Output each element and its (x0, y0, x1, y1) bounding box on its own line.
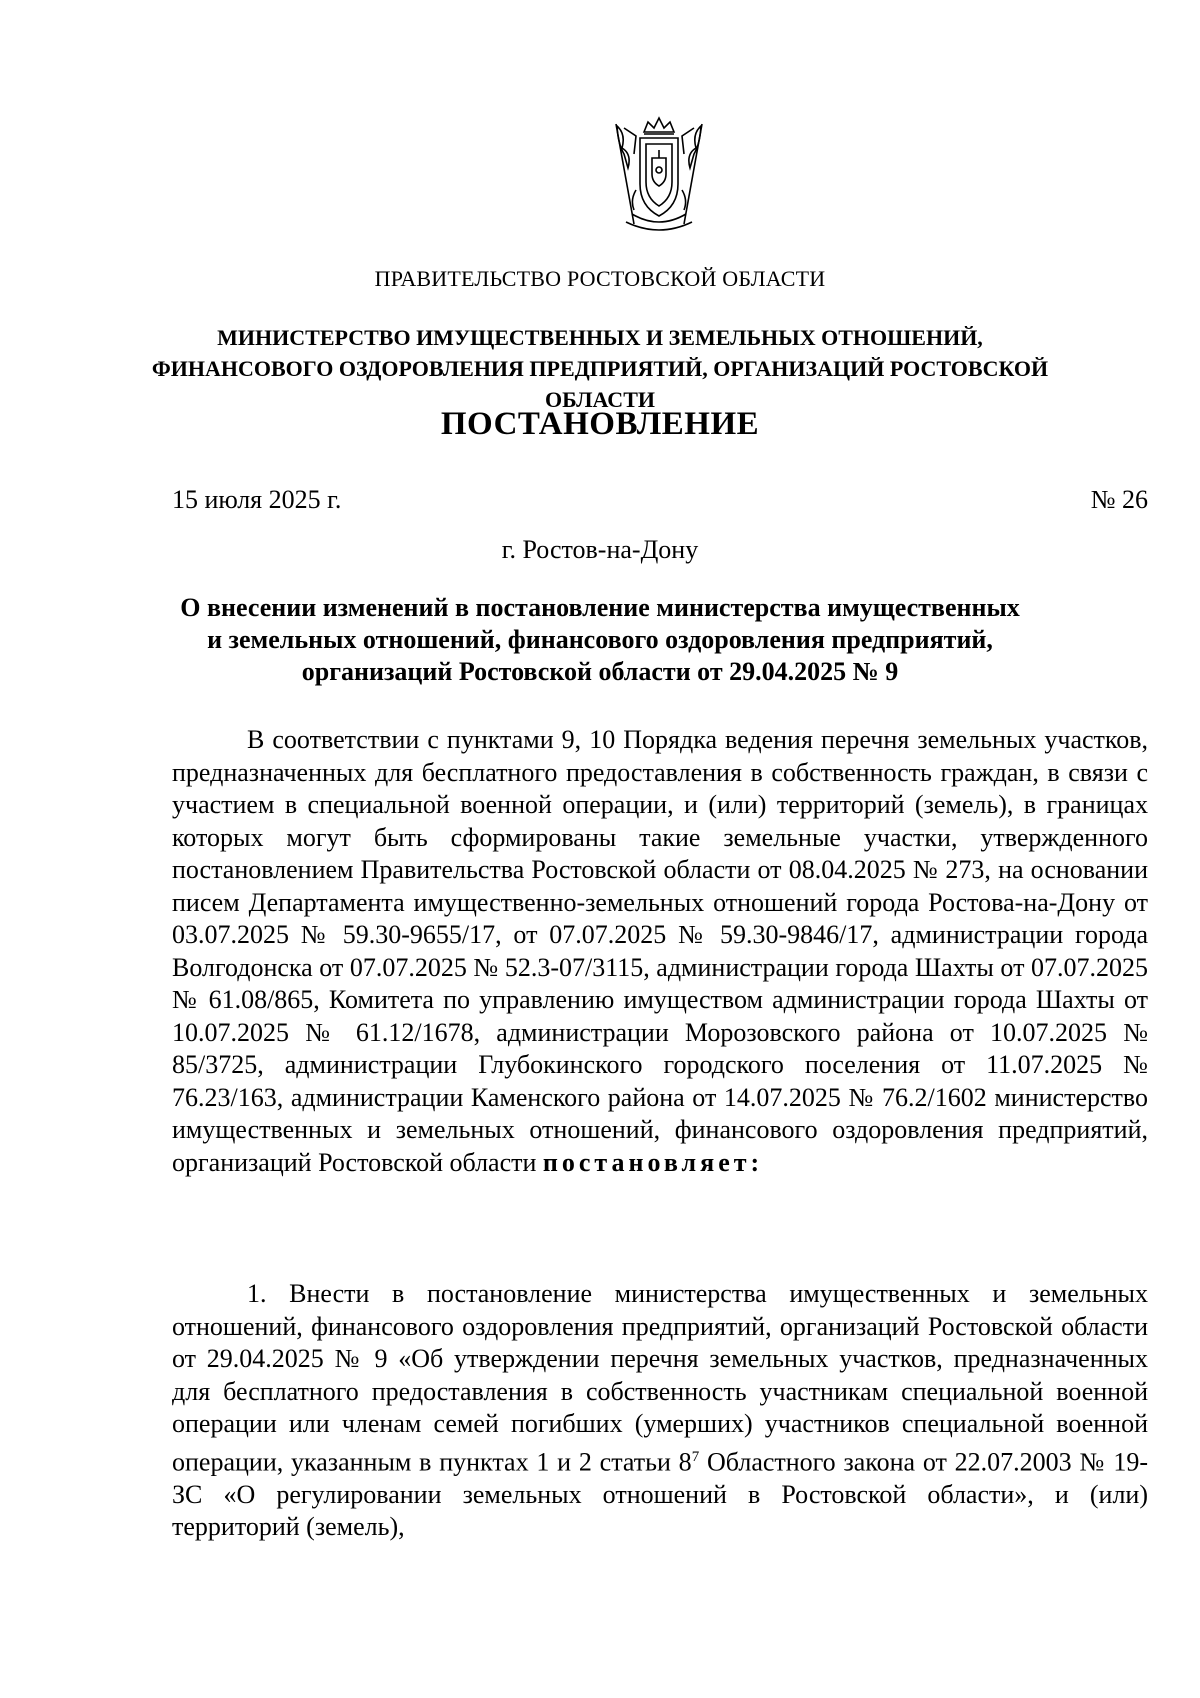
document-title: О внесении изменений в постановление министерства имущественных и земельных отношений, финансового оздоровления предприятий, организаций Ростовской области от 29.04.2025 № 9 (180, 593, 1020, 686)
preamble-text: В соответствии с пунктами 9, 10 Порядка ведения перечня земельных участков, предназначенных для бесплатного предоставления в собственность граждан, в связи с участием в специальной военной операции, и (или) территорий (земель), в границах которых могут быть сформированы такие земельные участки, утвержденного постановлением Правительства Ростовской области от 08.04.2025 № 273, на основании писем Департамента имущественно-земельных отношений города Ростова-на-Дону от 03.07.2025 № 59.30-9655/17, от 07.07.2025 № 59.30-9846/17, администрации города Волгодонска от 07.07.2025 № 52.3-07/3115, администрации города Шахты от 07.07.2025 № 61.08/865, Комитета по управлению имуществом администрации города Шахты от 10.07.2025 № 61.12/1678, администрации Морозовского района от 10.07.2025 № 85/3725, администрации Глубокинского городского поселения от 11.07.2025 № 76.23/163, администрации Каменского района от 14.07.2025 № 76.2/1602 министерство имущественных и земельных отношений, финансового оздоровления предприятий, организаций Ростовской области (172, 725, 1148, 1177)
item-1-superscript: 7 (691, 1448, 700, 1465)
coat-of-arms-icon (604, 114, 714, 242)
resolves-word: постановляет: (542, 1147, 764, 1177)
document-date: 15 июля 2025 г. (172, 485, 342, 514)
ministry-header: МИНИСТЕРСТВО ИМУЩЕСТВЕННЫХ И ЗЕМЕЛЬНЫХ ОТНОШЕНИЙ, ФИНАНСОВОГО ОЗДОРОВЛЕНИЯ ПРЕДПРИЯТИЙ, ОРГАНИЗАЦИЙ РОСТОВСКОЙ ОБЛАСТИ (151, 325, 1049, 412)
document-type-heading: ПОСТАНОВЛЕНИЕ (440, 406, 760, 442)
item-1-text-a: 1. Внести в постановление министерства имущественных и земельных отношений, финансового оздоровления предприятий, организаций Ростовской области от 29.04.2025 № 9 «Об утверждении перечня земельных участков, предназначенных для бесплатного предоставления в собственность участникам специальной военной операции или членам семей погибших (умерших) участников специальной военной операции, указанным в пунктах 1 и 2 статьи 8 (172, 1279, 1148, 1477)
government-header: ПРАВИТЕЛЬСТВО РОСТОВСКОЙ ОБЛАСТИ (374, 266, 826, 291)
item-1-paragraph (172, 1278, 1148, 1544)
document-number: № 26 (1090, 485, 1148, 514)
item-1-text-b: Областного закона от 22.07.2003 № 19-ЗС «О регулировании земельных отношений в Ростовской области», и (или) территорий (земель), (172, 1447, 1149, 1542)
preamble-paragraph (172, 724, 1148, 1179)
document-city: г. Ростов-на-Дону (501, 535, 699, 564)
